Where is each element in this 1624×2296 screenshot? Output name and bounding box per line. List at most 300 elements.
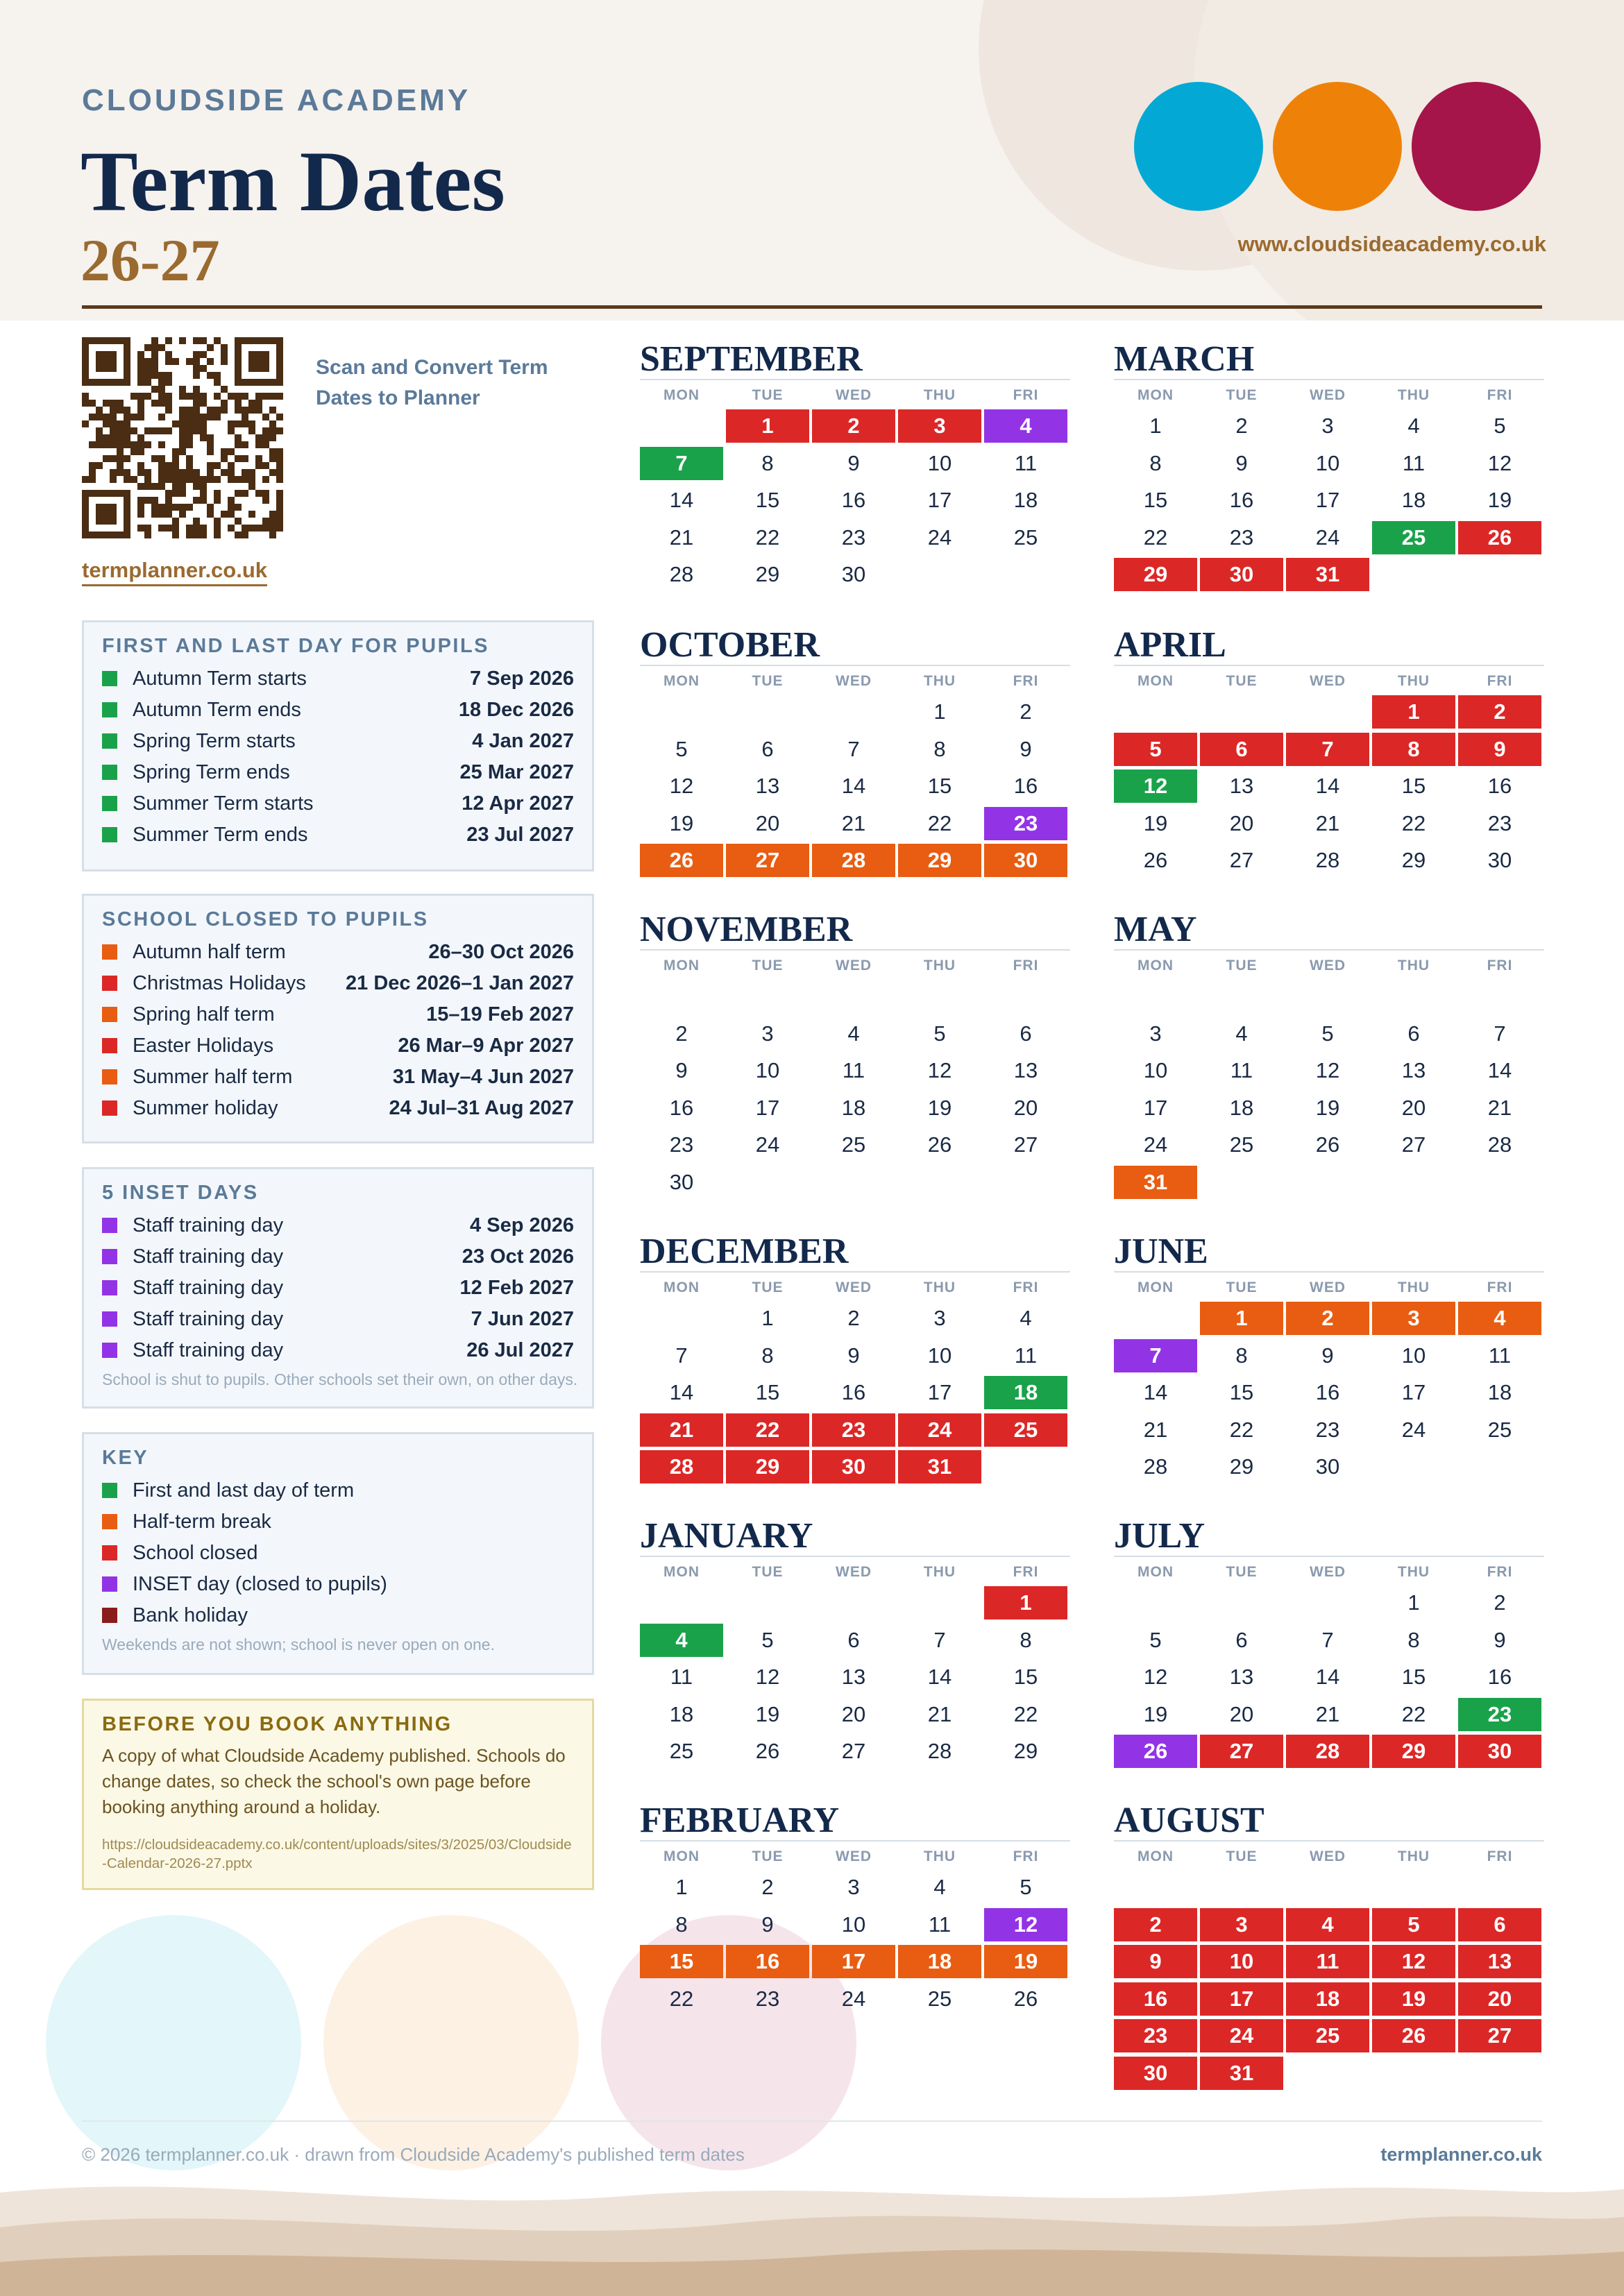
day-cell: 27 [1458, 2019, 1541, 2052]
page-title: Term Dates [81, 134, 505, 229]
day-cell: 24 [1315, 525, 1340, 550]
day-cell: 31 [1286, 558, 1369, 591]
day-cell: 16 [726, 1945, 809, 1978]
panel-row [102, 1475, 574, 1506]
row-label: Summer Term ends [133, 824, 308, 846]
day-cell: 24 [1401, 1417, 1426, 1442]
day-cell: 27 [841, 1739, 866, 1763]
day-cell: 21 [1315, 1701, 1340, 1726]
day-cell: 20 [841, 1701, 866, 1726]
weekday-label: THU [923, 1848, 956, 1864]
day-cell: 15 [1013, 1665, 1038, 1689]
panel-row [102, 819, 574, 851]
day-cell: 9 [1494, 1627, 1506, 1652]
day-cell: 15 [640, 1945, 723, 1978]
day-cell: 10 [1143, 1058, 1168, 1082]
qr-caption: Scan and Convert Term Dates to Planner [316, 356, 548, 409]
day-cell: 28 [669, 562, 694, 586]
day-grid [1114, 695, 1544, 881]
day-cell: 6 [1458, 1908, 1541, 1941]
day-cell: 25 [1286, 2019, 1369, 2052]
day-cell: 4 [847, 1021, 860, 1046]
day-cell: 25 [841, 1132, 866, 1157]
day-cell: 4 [640, 1624, 723, 1657]
month-name: APRIL [1114, 625, 1226, 665]
day-cell: 20 [1401, 1095, 1426, 1120]
day-cell: 12 [1114, 769, 1197, 803]
day-cell: 5 [1372, 1908, 1455, 1941]
day-cell: 19 [1487, 488, 1512, 512]
day-cell: 31 [1114, 1166, 1197, 1199]
row-date: 12 Feb 2027 [459, 1277, 574, 1299]
day-cell: 24 [927, 525, 952, 550]
qr-code-icon[interactable] [82, 337, 283, 538]
weekday-label: TUE [752, 1848, 784, 1864]
day-cell: 8 [1235, 1343, 1248, 1368]
day-grid [640, 1586, 1070, 1772]
panel-row [102, 999, 574, 1030]
weekday-label: WED [836, 1279, 872, 1295]
day-grid [640, 695, 1070, 881]
day-cell: 22 [927, 810, 952, 835]
panel-row [102, 695, 574, 726]
day-cell: 21 [1487, 1095, 1512, 1120]
day-cell: 29 [1372, 1735, 1455, 1768]
footer-brand-link[interactable]: termplanner.co.uk [1380, 2144, 1542, 2165]
day-cell: 21 [669, 525, 694, 550]
day-cell: 16 [1114, 1982, 1197, 2016]
weekday-label: THU [1397, 1279, 1430, 1295]
day-cell: 31 [1200, 2057, 1283, 2090]
day-cell: 15 [1401, 774, 1426, 798]
day-cell: 11 [928, 1912, 951, 1937]
decorative-circle-blue [46, 1915, 301, 2170]
month-june [1114, 1234, 1544, 1488]
day-cell: 28 [1143, 1454, 1168, 1479]
weekday-label: FRI [1487, 1848, 1513, 1864]
day-cell: 3 [1372, 1302, 1455, 1335]
day-cell: 12 [984, 1908, 1067, 1941]
footer-copyright: © 2026 termplanner.co.uk · drawn from Cloudside Academy's published term dates [82, 2144, 745, 2165]
color-swatch [102, 796, 117, 811]
day-cell: 17 [927, 488, 952, 512]
day-cell: 23 [1487, 810, 1512, 835]
day-cell: 19 [927, 1095, 952, 1120]
day-cell: 23 [812, 1413, 895, 1447]
day-cell: 21 [1315, 810, 1340, 835]
day-cell: 9 [675, 1058, 688, 1082]
weekday-label: WED [836, 958, 872, 973]
panel-row [102, 1273, 574, 1304]
row-date: 4 Jan 2027 [472, 730, 574, 752]
color-swatch [102, 1007, 117, 1022]
day-cell: 18 [984, 1376, 1067, 1409]
day-cell: 8 [761, 450, 774, 475]
day-cell: 19 [755, 1701, 780, 1726]
day-cell: 9 [1321, 1343, 1334, 1368]
weekday-header [640, 380, 1070, 409]
day-cell: 2 [1494, 1590, 1506, 1615]
day-cell: 18 [1013, 488, 1038, 512]
day-cell: 6 [847, 1627, 860, 1652]
day-cell: 24 [1143, 1132, 1168, 1157]
header-divider [82, 305, 1542, 309]
day-cell: 15 [1401, 1665, 1426, 1689]
day-cell: 18 [1487, 1380, 1512, 1404]
day-cell: 27 [1013, 1132, 1038, 1157]
color-swatch [102, 976, 117, 991]
day-cell: 26 [1315, 1132, 1340, 1157]
day-cell: 23 [1229, 525, 1254, 550]
day-cell: 28 [1286, 1735, 1369, 1768]
row-date: 15–19 Feb 2027 [426, 1003, 574, 1026]
row-date: 25 Mar 2027 [459, 761, 574, 783]
day-cell: 13 [1229, 774, 1254, 798]
day-cell: 25 [1229, 1132, 1254, 1157]
weekday-label: TUE [1226, 387, 1258, 403]
month-july [1114, 1518, 1544, 1772]
day-cell: 13 [1401, 1058, 1426, 1082]
day-cell: 27 [726, 844, 809, 877]
day-cell: 15 [1229, 1380, 1254, 1404]
day-cell: 2 [675, 1021, 688, 1046]
day-cell: 23 [1458, 1698, 1541, 1731]
day-cell: 3 [1200, 1908, 1283, 1941]
day-cell: 29 [1013, 1739, 1038, 1763]
day-cell: 1 [726, 409, 809, 443]
weekday-label: FRI [1013, 1279, 1039, 1295]
booking-warning-panel [82, 1699, 594, 1890]
row-label: Autumn half term [133, 941, 286, 963]
day-cell: 2 [812, 409, 895, 443]
weekday-label: FRI [1487, 673, 1513, 689]
day-cell: 29 [1229, 1454, 1254, 1479]
weekday-label: MON [663, 1279, 700, 1295]
weekday-label: MON [1137, 387, 1174, 403]
month-december [640, 1234, 1070, 1488]
weekday-label: TUE [752, 1279, 784, 1295]
day-cell: 5 [761, 1627, 774, 1652]
day-cell: 6 [1200, 733, 1283, 766]
day-cell: 5 [675, 736, 688, 761]
month-name: SEPTEMBER [640, 339, 863, 379]
weekday-label: MON [1137, 958, 1174, 973]
day-cell: 23 [1114, 2019, 1197, 2052]
termplanner-link[interactable]: termplanner.co.uk [82, 558, 267, 586]
row-label: Summer Term starts [133, 792, 314, 815]
day-cell: 25 [1013, 525, 1038, 550]
weekday-label: THU [923, 673, 956, 689]
day-cell: 4 [1407, 414, 1420, 438]
day-cell: 29 [755, 562, 780, 586]
day-cell: 14 [1315, 1665, 1340, 1689]
day-cell: 30 [1315, 1454, 1340, 1479]
day-cell: 2 [1235, 414, 1248, 438]
day-cell: 16 [841, 1380, 866, 1404]
month-name: NOVEMBER [640, 910, 853, 949]
color-swatch [102, 1100, 117, 1116]
day-cell: 15 [755, 488, 780, 512]
weekday-label: FRI [1487, 1564, 1513, 1580]
day-cell: 11 [670, 1665, 693, 1689]
day-cell: 20 [1229, 810, 1254, 835]
panel-row [102, 1241, 574, 1273]
day-grid [1114, 980, 1544, 1202]
row-date: 7 Jun 2027 [471, 1308, 574, 1330]
day-grid [640, 1871, 1070, 2019]
day-cell: 30 [1200, 558, 1283, 591]
panel-note: School is shut to pupils. Other schools set their own, on other days. [102, 1370, 578, 1388]
day-cell: 16 [1487, 1665, 1512, 1689]
day-cell: 22 [1229, 1417, 1254, 1442]
day-cell: 10 [1401, 1343, 1426, 1368]
month-january [640, 1518, 1070, 1772]
day-cell: 5 [1494, 414, 1506, 438]
day-cell: 4 [1286, 1908, 1369, 1941]
day-cell: 23 [841, 525, 866, 550]
day-cell: 25 [1372, 521, 1455, 554]
day-cell: 8 [675, 1912, 688, 1937]
color-swatch [102, 1280, 117, 1295]
day-cell: 10 [927, 1343, 952, 1368]
row-date: 26 Jul 2027 [466, 1339, 574, 1361]
day-cell: 12 [1372, 1945, 1455, 1978]
row-label: Spring Term ends [133, 761, 290, 783]
day-cell: 10 [1315, 450, 1340, 475]
day-cell: 21 [927, 1701, 952, 1726]
color-swatch [102, 944, 117, 960]
color-swatch [102, 733, 117, 749]
panel-title: 5 INSET DAYS [102, 1182, 259, 1204]
day-cell: 14 [841, 774, 866, 798]
day-cell: 3 [1149, 1021, 1162, 1046]
source-link[interactable]: https://cloudsideacademy.co.uk/content/uploads/sites/3/2025/03/Cloudside-Calendar-2026-27.pptx [102, 1836, 572, 1872]
panel-row [102, 968, 574, 999]
day-cell: 11 [1014, 1343, 1038, 1368]
day-grid [640, 1302, 1070, 1488]
day-cell: 19 [669, 810, 694, 835]
day-cell: 1 [984, 1586, 1067, 1619]
day-cell: 26 [1458, 521, 1541, 554]
row-label: Staff training day [133, 1339, 284, 1361]
weekday-label: WED [836, 1848, 872, 1864]
day-cell: 5 [1321, 1021, 1334, 1046]
day-cell: 26 [1143, 848, 1168, 872]
weekday-label: TUE [1226, 1564, 1258, 1580]
day-cell: 4 [984, 409, 1067, 443]
day-cell: 15 [755, 1380, 780, 1404]
weekday-label: WED [836, 387, 872, 403]
weekday-label: MON [663, 958, 700, 973]
row-date: 24 Jul–31 Aug 2027 [389, 1097, 574, 1119]
day-cell: 4 [1235, 1021, 1248, 1046]
brand-circle-blue [1134, 82, 1263, 211]
day-cell: 1 [933, 699, 946, 724]
weekday-header [640, 1557, 1070, 1586]
row-label: Bank holiday [133, 1604, 248, 1626]
weekday-label: WED [836, 1564, 872, 1580]
day-cell: 25 [927, 1986, 952, 2011]
month-august [1114, 1803, 1544, 2093]
day-cell: 14 [1143, 1380, 1168, 1404]
brand-circle-orange [1273, 82, 1402, 211]
month-name: JULY [1114, 1516, 1206, 1556]
day-cell: 16 [841, 488, 866, 512]
day-cell: 21 [1143, 1417, 1168, 1442]
day-cell: 23 [1315, 1417, 1340, 1442]
panel-row [102, 1569, 574, 1600]
day-cell: 10 [841, 1912, 866, 1937]
day-cell: 3 [898, 409, 981, 443]
color-swatch [102, 765, 117, 780]
month-name: AUGUST [1114, 1801, 1264, 1840]
weekday-label: WED [1310, 673, 1346, 689]
weekday-label: TUE [1226, 673, 1258, 689]
day-cell: 22 [1143, 525, 1168, 550]
day-cell: 29 [1401, 848, 1426, 872]
day-cell: 24 [841, 1986, 866, 2011]
day-cell: 18 [669, 1701, 694, 1726]
day-cell: 6 [1235, 1627, 1248, 1652]
day-cell: 13 [1458, 1945, 1541, 1978]
day-grid [1114, 409, 1544, 595]
weekday-label: WED [1310, 1279, 1346, 1295]
color-swatch [102, 1483, 117, 1498]
day-cell: 26 [640, 844, 723, 877]
school-website-link[interactable]: www.cloudsideacademy.co.uk [1237, 232, 1546, 256]
panel-rows [102, 663, 574, 851]
weekday-header [1114, 666, 1544, 695]
day-cell: 22 [669, 1986, 694, 2011]
day-cell: 20 [755, 810, 780, 835]
weekday-label: TUE [752, 1564, 784, 1580]
day-cell: 24 [1200, 2019, 1283, 2052]
day-cell: 16 [669, 1095, 694, 1120]
row-label: Christmas Holidays [133, 972, 306, 994]
weekday-label: MON [1137, 1564, 1174, 1580]
row-date: 12 Apr 2027 [462, 792, 574, 815]
month-may [1114, 912, 1544, 1202]
panel-title: FIRST AND LAST DAY FOR PUPILS [102, 635, 490, 657]
day-cell: 6 [761, 736, 774, 761]
day-cell: 9 [761, 1912, 774, 1937]
day-cell: 17 [1401, 1380, 1426, 1404]
day-cell: 30 [1458, 1735, 1541, 1768]
day-cell: 14 [669, 1380, 694, 1404]
day-cell: 11 [1402, 450, 1426, 475]
row-date: 18 Dec 2026 [458, 699, 574, 721]
day-cell: 26 [1372, 2019, 1455, 2052]
day-grid [1114, 1586, 1544, 1772]
color-swatch [102, 1249, 117, 1264]
day-grid [1114, 1871, 1544, 2093]
day-cell: 2 [1114, 1908, 1197, 1941]
month-april [1114, 627, 1544, 881]
day-cell: 18 [841, 1095, 866, 1120]
weekday-label: THU [923, 958, 956, 973]
day-cell: 18 [898, 1945, 981, 1978]
day-cell: 30 [841, 562, 866, 586]
color-swatch [102, 1038, 117, 1053]
day-cell: 29 [726, 1450, 809, 1483]
panel-school-closed [82, 894, 594, 1143]
day-cell: 17 [927, 1380, 952, 1404]
weekday-label: FRI [1487, 387, 1513, 403]
day-cell: 3 [1321, 414, 1334, 438]
weekday-label: FRI [1013, 958, 1039, 973]
panel-title: SCHOOL CLOSED TO PUPILS [102, 908, 429, 930]
weekday-header [640, 1273, 1070, 1302]
day-cell: 17 [1143, 1095, 1168, 1120]
day-cell: 15 [927, 774, 952, 798]
color-swatch [102, 1311, 117, 1327]
day-cell: 12 [927, 1058, 952, 1082]
day-cell: 9 [847, 450, 860, 475]
day-cell: 20 [1013, 1095, 1038, 1120]
day-cell: 28 [1487, 1132, 1512, 1157]
day-cell: 2 [1286, 1302, 1369, 1335]
day-cell: 14 [1487, 1058, 1512, 1082]
weekday-label: WED [1310, 387, 1346, 403]
row-label: Easter Holidays [133, 1035, 274, 1057]
row-label: Spring half term [133, 1003, 275, 1026]
color-swatch [102, 1218, 117, 1233]
day-cell: 9 [1458, 733, 1541, 766]
panel-row [102, 1506, 574, 1538]
day-cell: 12 [1487, 450, 1512, 475]
panel-row [102, 1062, 574, 1093]
weekday-label: MON [663, 387, 700, 403]
month-name: MARCH [1114, 339, 1255, 379]
day-cell: 14 [669, 488, 694, 512]
weekday-label: TUE [752, 673, 784, 689]
month-september [640, 341, 1070, 595]
day-cell: 11 [1488, 1343, 1512, 1368]
row-label: School closed [133, 1542, 258, 1564]
panel-rows [102, 937, 574, 1124]
day-cell: 12 [1315, 1058, 1340, 1082]
weekday-label: THU [1397, 387, 1430, 403]
panel-row [102, 1335, 574, 1366]
weekday-header [1114, 1557, 1544, 1586]
day-cell: 1 [675, 1875, 688, 1899]
day-cell: 5 [1149, 1627, 1162, 1652]
day-cell: 2 [847, 1306, 860, 1330]
day-cell: 30 [1487, 848, 1512, 872]
footer-divider [82, 2120, 1542, 2122]
color-swatch [102, 671, 117, 686]
day-cell: 28 [927, 1739, 952, 1763]
day-cell: 31 [898, 1450, 981, 1483]
weekday-label: THU [1397, 958, 1430, 973]
day-cell: 23 [669, 1132, 694, 1157]
panel-key [82, 1432, 594, 1675]
day-cell: 22 [1401, 810, 1426, 835]
month-name: JUNE [1114, 1232, 1208, 1271]
brand-circle-crimson [1412, 82, 1541, 211]
day-cell: 12 [1143, 1665, 1168, 1689]
day-cell: 22 [726, 1413, 809, 1447]
day-cell: 12 [669, 774, 694, 798]
day-cell: 13 [755, 774, 780, 798]
day-cell: 1 [1149, 414, 1162, 438]
day-cell: 4 [933, 1875, 946, 1899]
row-label: Summer half term [133, 1066, 293, 1088]
day-cell: 2 [1458, 695, 1541, 729]
day-grid [640, 980, 1070, 1202]
day-cell: 8 [1149, 450, 1162, 475]
day-cell: 22 [1013, 1701, 1038, 1726]
